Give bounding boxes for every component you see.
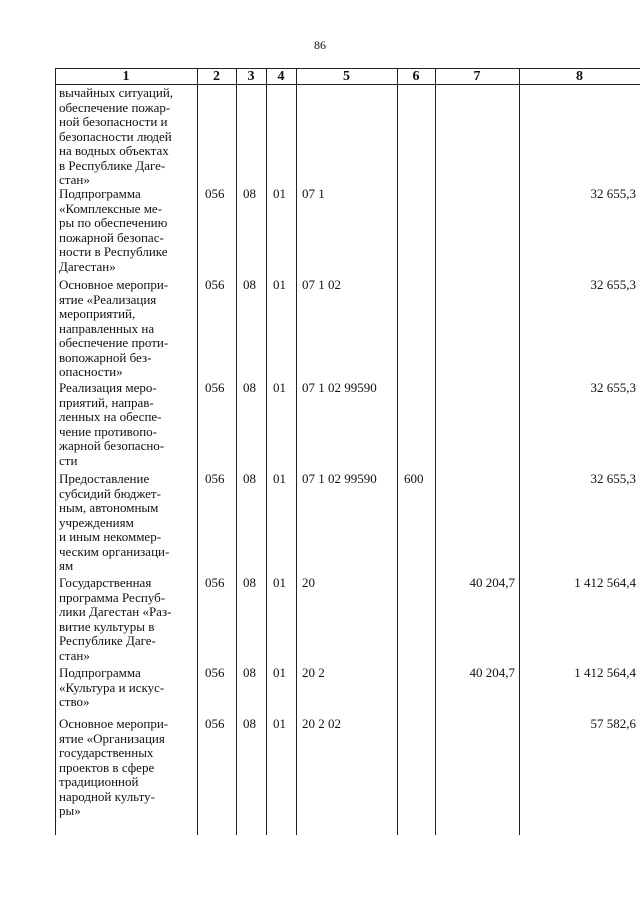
header-cell: 8 [576,69,583,84]
cell-col4: 01 [273,716,286,731]
row-name: Основное меропри- ятие «Организация государственных проектов в сфере традиционной народной культу- ры» [59,716,169,818]
cell-col3: 08 [243,186,256,201]
cell-col8: 32 655,3 [590,471,636,486]
cell-col3: 08 [243,471,256,486]
cell-col5: 20 2 [302,665,325,680]
header-cell: 6 [412,69,420,84]
column-border [266,68,267,835]
cell-col8: 1 412 564,4 [574,665,636,680]
cell-col3: 08 [243,665,256,680]
column-border [296,68,297,835]
header-cell: 1 [122,69,130,84]
cell-col4: 01 [273,277,286,292]
column-border [236,68,237,835]
cell-col2: 056 [205,471,225,486]
column-border [397,68,398,835]
cell-col2: 056 [205,186,225,201]
row-name: вычайных ситуаций, обеспечение пожар- ной безопасности и безопасности людей на водных объектах в Республике Даге- стан» [59,85,174,187]
row-name: Основное меропри- ятие «Реализация мероприятий, направленных на обеспечение проти- вопожарной без- опасности» [59,277,169,379]
cell-col8: 32 655,3 [590,186,636,201]
cell-col4: 01 [273,575,286,590]
header-cell: 4 [277,69,285,84]
row-name: Реализация меро- приятий, направ- ленных на обеспе- чение противопо- жарной безопасно- сти [59,380,165,468]
cell-col5: 07 1 02 99590 [302,380,377,395]
cell-col2: 056 [205,277,225,292]
cell-col3: 08 [243,575,256,590]
cell-col5: 20 2 02 [302,716,341,731]
page-number: 86 [314,38,326,52]
row-name: Подпрограмма «Культура и искус- ство» [59,665,165,709]
cell-col4: 01 [273,471,286,486]
cell-col8: 57 582,6 [590,716,636,731]
row-name: Предоставление субсидий бюджет- ным, автономным учреждениям и иным некоммер- ческим организаци- ям [59,471,170,573]
cell-col3: 08 [243,277,256,292]
header-cell: 2 [213,69,220,84]
cell-col4: 01 [273,665,286,680]
cell-col7: 40 204,7 [469,575,515,590]
cell-col5: 07 1 02 [302,277,341,292]
cell-col2: 056 [205,575,225,590]
column-border [435,68,436,835]
cell-col4: 01 [273,186,286,201]
cell-col3: 08 [243,716,256,731]
header-cell: 3 [247,69,255,84]
header-cell: 7 [473,69,481,84]
cell-col4: 01 [273,380,286,395]
cell-col8: 32 655,3 [590,380,636,395]
column-border [197,68,198,835]
cell-col2: 056 [205,716,225,731]
column-border [519,68,520,835]
cell-col2: 056 [205,380,225,395]
header-cell: 5 [343,69,350,84]
cell-col5: 07 1 02 99590 [302,471,377,486]
cell-col8: 1 412 564,4 [574,575,636,590]
row-name: Подпрограмма «Комплексные ме- ры по обеспечению пожарной безопас- ности в Республике Дагестан» [59,186,168,274]
cell-col5: 07 1 [302,186,325,201]
cell-col6: 600 [404,471,424,486]
cell-col2: 056 [205,665,225,680]
cell-col5: 20 [302,575,315,590]
cell-col7: 40 204,7 [469,665,515,680]
column-border [55,68,56,835]
row-name: Государственная программа Респуб- лики Дагестан «Раз- витие культуры в Республике Даге- стан» [59,575,172,663]
cell-col8: 32 655,3 [590,277,636,292]
cell-col3: 08 [243,380,256,395]
